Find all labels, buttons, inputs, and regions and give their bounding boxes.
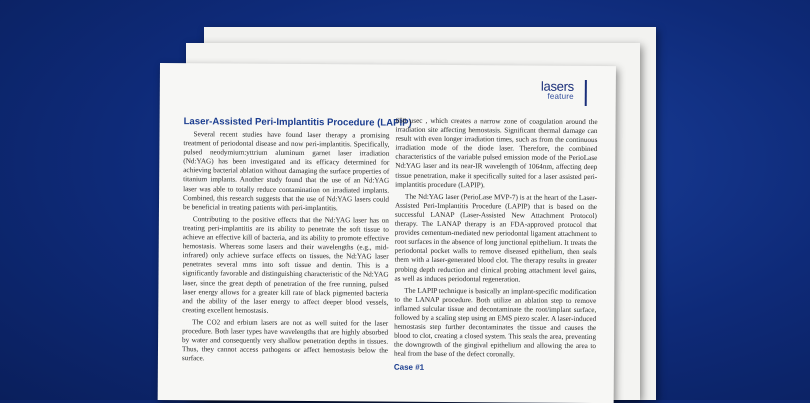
case-subheading: Case #1 bbox=[393, 363, 425, 373]
left-column bbox=[181, 116, 412, 368]
paragraph: The LAPIP technique is basically an implant-specific modification to the LANAP procedure. Both utilize an ablation step to remove inflamed sulcular tissue and decontaminate the root/implant surface, followed by a scaling step using an EMS piezo scaler. A laser-induced hemostasis step further decontaminates the tissue and causes the blood to clot, creating a closed system. This seals the area, preventing the downgrowth of the gingival epithelium and allowing the area to heal from the base of the defect coronally. bbox=[393, 286, 597, 359]
paragraph: The Nd:YAG laser (PerioLase MVP-7) is at the heart of the Laser-Assisted Peri-Implantitis Procedure (LAPIP) that is based on the successful LANAP (Laser-Assisted New Attachment Protocol) therapy. The LANAP therapy is an FDA-approved protocol that provides cementum-mediated new periodontal ligament attachment to root surfaces in the absence of long junctional epithelium. It treats the periodontal pocket walls to remove diseased epithelium, then seals them with a laser-generated blood clot. The therapy results in greater probing depth reduction and clinical probing attachment level gains, as well as induces periodontal regeneration. bbox=[394, 192, 598, 284]
badge-title: lasers bbox=[540, 78, 574, 94]
paragraph: Several recent studies have found laser therapy a promising treatment of periodontal disease and now peri-implantitis. Specifically, pulsed neodymium:yttrium aluminum garnet laser irradiation (Nd:YAG) has been investigated and its efficacy determined for achieving bacterial ablation without damaging the surface properties of titanium implants. Another study found that the use of an Nd:YAG laser was able to totally reduce contamination on irradiated implants. Combined, this research suggests that the use of Nd:YAG lasers could be beneficial in treating patients with peri-implantitis. bbox=[182, 130, 390, 212]
badge-subtitle: feature bbox=[547, 91, 574, 101]
section-badge bbox=[541, 80, 574, 101]
paragraph: Contributing to the positive effects that the Nd:YAG laser has on treating peri-implantitis are its ability to penetrate the soft tissue to achieve an effective kill of bacteria, and its ability to promote effective hemostasis. Whereas some lasers and their wavelengths (e.g., mid-infrared) only achieve surface effects on tissues, the Nd:YAG laser penetrates several mms into soft tissue and dentin. This is a significantly favorable and distinguishing characteristic of the Nd:YAG laser, since the great depth of penetration of the free running, pulsed laser energy allows for a greater kill rate of black pigmented bacteria and the ability of the laser energy to affect deeper blood vessels, creating excellent hemostasis. bbox=[182, 215, 389, 315]
article-page bbox=[158, 63, 616, 403]
paragraph: The CO2 and erbium lasers are not as well suited for the laser procedure. Both laser types have wavelengths that are highly absorbed by water and consequently very shallow penetration depths in tissues. Thus, they cannot access pathogens or affect hemostasis below the surface. bbox=[181, 318, 389, 363]
right-column bbox=[394, 117, 598, 374]
badge-rule bbox=[585, 80, 587, 106]
article-heading: Laser-Assisted Peri-Implantitis Procedure (LAPIP) bbox=[183, 116, 412, 129]
paragraph: 650 μsec , which creates a narrow zone of coagulation around the irradiation site affecting hemostasis. Significant thermal damage can result with even longer irradiation times, such as from the continuous irradiation mode of the diode laser. Therefore, the combined characteristics of the variable pulsed emission mode of the PerioLase Nd:YAG laser and its near-IR wavelength of 1064nm, affecting deep tissue penetration, make it specifically suited for a laser assisted peri-implantitis procedure (LAPIP). bbox=[395, 116, 598, 189]
